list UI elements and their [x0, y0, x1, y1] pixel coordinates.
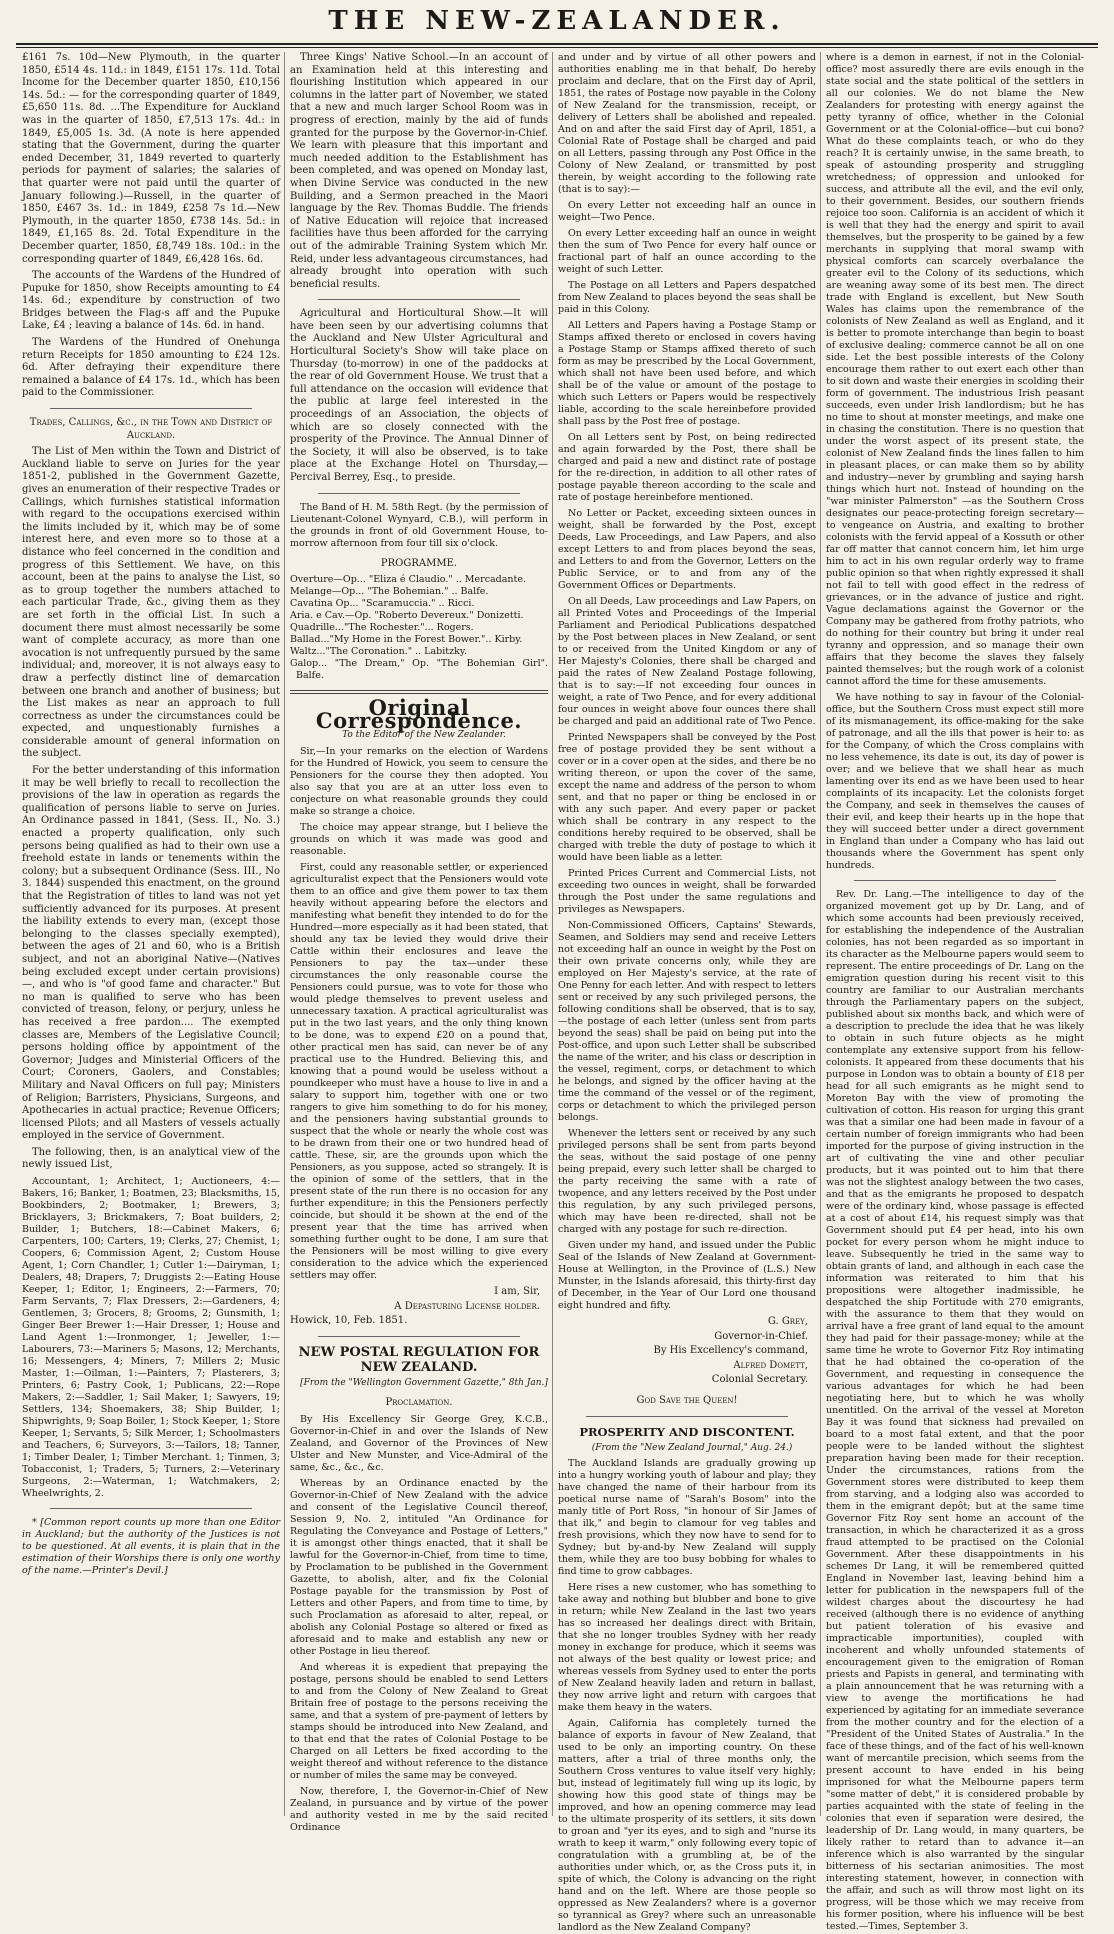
signature-title: Colonial Secretary.	[711, 1374, 808, 1386]
section-heading-prosperity: PROSPERITY AND DISCONTENT.	[579, 1424, 795, 1439]
signature-name: G. Grey,	[767, 1316, 808, 1327]
programme-item: Aria. e Cav.—Op. "Roberto Devereux." Donizetti.	[290, 610, 524, 622]
article-paragraph: Three Kings' Native School.—In an account of an Examination held at this interesting and flourishing Institution which appeared in our columns in the latter part of November, we stated that a new and much larger School Room was in progress of erection, mainly by the aid of funds granted for the purpose by the Governor-in-Chief. We learn with pleasure that this important and much needed addition to the Establishment has been completed, and was opened on Monday last, when Divine Service was conducted in the new Building, and a Sermon preached in the Maori language by the Rev. Thomas Buddle. The friends of Native Education will rejoice that increased facilities have thus been afforded for the carrying out of the admirable Training System which Mr. Reid, under less advantageous circumstances, had already brought into operation with such beneficial results.	[290, 52, 548, 290]
proclamation-heading: Proclamation.	[385, 1397, 453, 1409]
programme-item: Quadrille..."The Rochester."... Rogers.	[290, 622, 474, 634]
article-paragraph: The List of Men within the Town and District of Auckland liable to serve on Juries for the year 1851-2, published in the Government Gazette, gives an enumeration of their respective Trades or Callings, which furnishes statistical information with regard to the occupations exercised within the limits included by it, which may be of some interest here, and even more so to those at a distance who feel concerned in the condition and progress of this Settlement. We have, on this account, been at the pains to analyse the List, so as to group together the numbers attached to each particular Trade, &c., giving them as they are set forth in the official List. In such a document there must almost necessarily be some want of complete accuracy, as more than one avocation is not unfrequently pursued by the same individual; and, moreover, it is not always easy to draw a perfectly distinct line of demarcation between one branch and another of business; but the List makes as near an approach to full correctness as under the circumstances could be expected, and unquestionably furnishes a considerable amount of general information on the subject.	[22, 446, 280, 760]
divider	[50, 408, 252, 409]
article-paragraph: The following, then, is an analytical view of the newly issued List,	[22, 1146, 280, 1171]
article-paragraph: Rev. Dr. Lang.—The intelligence to day of the organized movement got up by Dr. Lang, and of which some accounts had been previously received, for establishing the independence of the Australian colonies, has not been regarded as so important in its character as the Melbourne papers would seem to represent. The entire proceedings of Dr. Lang on the emigration question during his recent visit to this country are familiar to our Australian merchants through the Parliamentary papers on the subject, published about six months back, and which were of a description to preclude the idea that he was likely to obtain in such future objects as he might contemplate any extensive support from his fellow-colonists. It appeared from these documents that his purpose in London was to obtain a bounty of £18 per head for all such emigrants as he might send to Moreton Bay with the view of promoting the cultivation of cotton. His reason for urging this grant was that a similar one had been made in favour of a certain number of foreign immigrants who had been imported for the purpose of giving instruction in the art of cultivating the vine and other peculiar products, but it was pointed out to him that there was not the slightest analogy between the two cases, and that as the emigrants he proposed to despatch were of the ordinary kind, whose passage is effected at a cost of about £14, his request simply was that Government should put £4 per head, into his own pocket for every person whom he might induce to leave. Subsequently he tried in the same way to obtain grants of land, and although in each case the information was reiterated to him that his propositions were altogether inadmissible, he despatched the ship Fortitude with 270 emigrants, with the assurance to them that they would on arrival have a free grant of land equal to the amount they had paid for their passage-money; while at the same time he wrote to Governor Fitz Roy intimating that he had obtained the co-operation of the Government, and requesting in consequence the various advantages for which he had been negotiating here, but to which he was wholly unentitled. On the arrival of the vessel at Moreton Bay it was found that sickness had prevailed on board to a most fatal extent, and that the poor people were to be landed without the slightest preparation having been made for their reception. Under the circumstances, rations from the Government stores were distributed to keep them from starving, and a lodging also was accorded to them in the emigrant depôt; but at the same time Governor Fitz Roy sent home an account of the transaction, in which he characterized it as a gross fraud attempted to be practised on the Colonial Government. After these disappointments in his schemes Dr Lang, it will be remembered quitted England in November last, leaving behind him a letter for publication in the newspapers full of the wildest charges about the discourtesy he had received (although there is no evidence of anything but patient toleration of his evasive and impracticable importunities), coupled with incoherent and wholly unfounded statements of encouragement given to the emigration of Roman priests and Papists in general, and terminating with a plain announcement that he was returning with a view to avenge the mortifications he had experienced by agitating for an immediate severance from the mother country and for the election of a "President of the United States of Australia." In the face of these things, and of the fact of his well-known want of mercantile precision, which seems from the present account to have ended in his being imprisoned for what the Melbourne papers term "some matter of debt," it is considered probable by parties acquainted with the state of feeling in the colonies that even if separation were desired, the leadership of Dr. Lang would, in many quarters, be likely rather to retard than to advance it—an inference which is also warranted by the singular bitterness of his sectarian animosities. The most interesting statement, however, in connection with the affair, and such as will throw most light on its progress, will be those which we may receive from his former position, where his influence will be best tested.—Times, September 3.	[826, 889, 1084, 1932]
letter-signature: A Depasturing License holder.	[394, 1300, 540, 1312]
signature-line: By His Excellency's command,	[653, 1345, 808, 1357]
programme-title: PROGRAMME.	[380, 557, 458, 569]
programme-list	[290, 574, 548, 682]
proclamation-paragraph: Given under my hand, and issued under the Public Seal of the Islands of New Zealand at Government-House at Wellington, in the Province of (L.S.) New Munster, in the Islands aforesaid, this thirty-first day of December, in the Year of Our Lord one thousand eight hundred and fifty.	[558, 1240, 816, 1311]
divider	[318, 493, 520, 494]
section-source: (From the "New Zealand Journal," Aug. 24.)	[591, 1442, 793, 1453]
column-1	[22, 52, 280, 1818]
divider	[586, 1416, 788, 1417]
proclamation-paragraph: By His Excellency Sir George Grey, K.C.B., Governor-in-Chief in and over the Islands of New Zealand, and Governor of the Provinces of New Ulster and New Munster, and Vice-Admiral of the same, &c., &c., &c.	[290, 1413, 548, 1473]
letter-paragraph: First, could any reasonable settler, or experienced agriculturalist expect that the Pensioners would vote them to an office and give them power to tax them heavily without appearing before the electors and manifesting what benefit they intended to do for the Hundred—more especially as it had been stated, that should any tax be levied they would drive their Cattle within their enclosures and leave the Pensioners to pay the tax—under these circumstances the only reasonable course the Pensioners could pursue, was to vote for those who would pledge themselves to prevent useless and unnecessary taxation. A practical agriculturalist was put in the two last years, and the only thing known to be done, was to expend £20 on a pound that, other practical men has said, can never be of any practical use to the Hundred. Believing this, and knowing that a pound would be useless without a poundkeeper who must have a house to live in and a salary to support him, together with one or two rangers to give him something to do for his money, and the pensioners having substantial grounds to suspect that the whole or nearly the whole cost was to be drawn from their one or two hundred head of cattle. These, sir, are the grounds upon which the Pensioners, as you suppose, acted so strangely. It is the opinion of some of the settlers, that in the present state of the run there is no occasion for any further expenditure; in this the Pensioners perfectly coincide, but should it be shown at the end of the present year that the time has arrived when something further ought to be done, I am sure that the Pensioners will be most willing to give every consideration to the advice which the experienced settlers may offer.	[290, 861, 548, 1281]
article-paragraph: The Band of H. M. 58th Regt. (by the permission of Lieutenant-Colonel Wynyard, C.B.), will perform in the grounds in front of old Government House, to-morrow afternoon from four till six o'clock.	[290, 501, 548, 549]
proclamation-paragraph: No Letter or Packet, exceeding sixteen ounces in weight, shall be forwarded by the Post, except Deeds, Law Proceedings, and Law Papers, and also except Letters to and from places beyond the seas, and Letters to and from the Governor, Letters on the Public Service, or to and from any of the Government Offices or Departments.	[558, 508, 816, 591]
proclamation-paragraph: Printed Prices Current and Commercial Lists, not exceeding two ounces in weight, shall be forwarded through the Post under the same regulations and privileges as Newspapers.	[558, 868, 816, 915]
masthead-rule	[16, 43, 1098, 48]
programme-item: Waltz..."The Coronation." .. Labitzky.	[290, 646, 467, 658]
footnote: * [Common report counts up more than one Editor in Auckland; but the authority of the Justices is not to be questioned. At all events, it is plain that in the estimation of their Worships there is only one worthy of the name.—Printer's Devil.]	[22, 1517, 280, 1577]
proclamation-paragraph: And whereas it is expedient that prepaying the postage, persons should be enabled to send Letters to and from the Colony of New Zealand to Great Britain free of postage to the persons receiving the same, and that a system of pre-payment of letters by stamps should be introduced into New Zealand, and to that end that the rates of Colonial Postage to be Charged on all Letters be fixed according to the weight thereof and without reference to the distance or number of miles the same may be conveyed.	[290, 1661, 548, 1781]
proclamation-paragraph: Whenever the letters sent or received by any such privileged persons shall be sent from parts beyond the seas, without the said postage of one penny being prepaid, every such letter shall be charged to the party receiving the same with a rate of twopence, and any letters received by the Post under this regulation, by any such privileged persons, which may have been re-directed, shall not be charged with any postage for such re-direction.	[558, 1128, 816, 1235]
article-paragraph: £161 7s. 10d—New Plymouth, in the quarter 1850, £514 4s. 11d.: in 1849, £151 17s. 11d. Total Income for the December quarter 1850, £10,156 14s. 5d.: — for the corresponding quarter of 1849, £5,650 11s. 8d. ...The Expenditure for Auckland was in the quarter of 1850, £7,513 17s. 4d.: in 1849, £5,005 1s. 3d. (A note is here appended stating that the Government, during the quarter ended December, 31, 1849 reverted to quarterly periods for payment of salaries; the salaries of that quarter were not paid until the quarter of January following.)—Russell, in the quarter of 1850, £467 3s. 1d.: in 1849, £258 7s 1d.—New Plymouth, in the quarter 1850, £738 14s. 5d.: in 1849, £1,165 8s. 2d. Total Expenditure in the December quarter, 1850, £8,749 18s. 10d.: in the corresponding quarter of 1849, £6,428 16s. 6d.	[22, 52, 280, 265]
article-paragraph: Agricultural and Horticultural Show.—It will have been seen by our advertising columns that the Auckland and New Ulster Agricultural and Horticultural Society's Show will take place on Thursday (to-morrow) in one of the paddocks at the rear of old Government House. We trust that a full attendance on the occasion will evidence that the public at large feel interested in the proceedings of an Association, the objects of which are so closely connected with the prosperity of the Province. The Annual Dinner of the Society, it will also be observed, is to take place at the Exchange Hotel on Thursday,—Percival Berrey, Esq., to preside.	[290, 308, 548, 483]
column-rule	[284, 52, 285, 1816]
article-paragraph: Again, California has completely turned the balance of exports in favour of New Zealand, that used to be only an importing country. On these matters, after a trial of three months only, the Southern Cross ventures to value itself very highly; but, instead of legitimately full wing up its logic, by showing how this good state of things may be improved, and how an opening commerce may lead to the ultimate prosperity of its settlers, it sits down to groan and "yer its eyes, and to sigh and "nurse its wrath to keep it warm," only following every topic of congratulation with a grumbling at, be of the authorities under which, or, as the Cross puts it, in spite of which, the Colony is advancing on the right hand and on the left. Where are those people so oppressed as New Zealanders? where is a governor so tyrannical as Grey? where such an unreasonable landlord as the New Zealand Company?	[558, 1718, 816, 1934]
article-paragraph: The Wardens of the Hundred of Onehunga return Receipts for 1850 amounting to £24 12s. 6d. After defraying their expenditure there remained a balance of £4 17s. 1d., which has been paid to the Commissioner.	[22, 337, 280, 399]
divider	[318, 1336, 520, 1337]
proclamation-paragraph: On all Deeds, Law proceedings and Law Papers, on all Printed Votes and Proceedings of the Imperial Parliament and Periodical Publications despatched by the Post between places in New Zealand, or sent to or received from the United Kingdom or any of Her Majesty's Colonies, there shall be charged and paid the rates of New Zealand Postage following, that is to say:—If not exceeding four ounces in weight, a rate of Two Pence, and for every additional four ounces in weight above four ounces there shall be charged and paid an additional rate of Two Pence.	[558, 596, 816, 727]
proclamation-paragraph: All Letters and Papers having a Postage Stamp or Stamps affixed thereto or enclosed in covers having a Postage Stamp or Stamps affixed thereto of such form as may be prescribed by the Local Government, which shall not have been used before, and which shall be of the value or amount of the postage to which such Letters or Papers would be respectively liable, according to the scale hereinbefore provided shall pass by the Post free of postage.	[558, 320, 816, 427]
article-paragraph: The Auckland Islands are gradually growing up into a hungry working youth of labour and play; they have changed the name of their harbour from its poetical nurse name of "Sarah's Bosom" into the manly title of Port Ross, "in honour of Sir James of that ilk," and begin to clamour for veg tables and fresh provisions, which they now have to send for to Sydney; but by-and-by New Zealand will supply them, while they are too busy bobbing for whales to find time to grow cabbages.	[558, 1458, 816, 1578]
proclamation-paragraph: Non-Commissioned Officers, Captains' Stewards, Seamen, and Soldiers may send and receive Letters not exceeding half an ounce in weight by the Post on their own private concerns only, while they are employed on Her Majesty's service, at the rate of One Penny for each letter. And with respect to letters sent or received by any such privileged persons, the following conditions shall be observed, that is to say,—the postage of each letter (unless sent from parts beyond the seas) shall be paid on being put into the Post-office, and upon such Letter shall be subscribed the name of the writer, and his class or description in the vessel, regiment, corps, or detachment to which he belongs, and signed by the officer having at the time the command of the vessel or of the regiment, corps or detachment to which the privileged person belongs.	[558, 920, 816, 1123]
proclamation-paragraph: The Postage on all Letters and Papers despatched from New Zealand to places beyond the seas shall be paid in this Colony.	[558, 280, 816, 315]
proclamation-paragraph: Whereas by an Ordinance enacted by the Governor-in-Chief of New Zealand with the advice and consent of the Legislative Council thereof, Session 9, No. 2, intituled "An Ordinance for Regulating the Conveyance and Postage of Letters," it is amongst other things enacted, that it shall be lawful for the Governor-in-Chief, from time to time, by Proclamation to be published in the Government Gazette, to abolish, alter, and fix the Colonial Postage payable for the transmission by Post of Letters and other Papers, and from time to time, by such Proclamation as aforesaid to alter, repeal, or abolish any Colonial Postage so altered or fixed as aforesaid and to make and establish any new or other Postage in lieu thereof.	[290, 1477, 548, 1657]
letter-paragraph: Sir,—In your remarks on the election of Wardens for the Hundred of Howick, you seem to censure the Pensioners for the course they then adopted. You also say that you are at an utter loss even to conjecture on what reasonable grounds they could make so strange a choice.	[290, 745, 548, 817]
column-rule	[552, 52, 553, 1816]
programme-item: Cavatina Op... "Scaramuccia." .. Ricci.	[290, 598, 475, 610]
masthead: THE NEW-ZEALANDER.	[328, 6, 786, 36]
article-paragraph: Here rises a new customer, who has something to take away and nothing but blubber and bone to give in return; while New Zealand in the last two years has so increased her dealings direct with Britain, that she no longer troubles Sydney with her ready money in exchange for produce, which it seems was not always of the best quality or lowest price; and whereas vessels from Sydney used to enter the ports of New Zealand heavily laden and return in ballast, they now arrive light and return with cargoes that make them heavy in the waters.	[558, 1582, 816, 1714]
column-rule	[820, 52, 821, 1816]
letter-paragraph: The choice may appear strange, but I believe the grounds on which it was made was good and reasonable.	[290, 821, 548, 857]
divider	[318, 299, 520, 300]
article-paragraph: where is a demon in earnest, if not in the Colonial-office? most assuredly there are evils enough in the state social and the state political of the settlers in all our colonies. We do not blame the New Zealanders for protesting with energy against the petty tyranny of office, whether in the Colonial Government or at the Colonial-office—but cui bono? What do these complaints teach, or who do they reach? It is certainly unwise, in the same breath, to speak of astounding prosperity and struggling wretchedness; of oppression and unlooked for success, and attribute all the evil, and the evil only, to their government. Besides, our southern friends rejoice too soon. California is an accident of which it is well that they had the energy and spirit to avail themselves, but the prosperity to be gained by a few merchants in supplying that moral swamp with physical comforts can scarcely overbalance the greater evil to the Colony of its seductions, which are weaning away some of its best men. The direct trade with England is excellent, but New South Wales has claims upon the remembrance of the colonists of New Zealand as well as England, and it is better to promote interchange than begin to boast of exclusive dealing; commerce cannot be all on one side. Let the best possible interests of the Colony encourage them rather to out exert each other than to sit down and waste their energies in scolding their form of government. The industrious Irish peasant succeeds, even under Irish landlordism; but he has no time to shout at monster meetings, and make one in chasing the constitution. There is no question that under the worst aspect of its present state, the colonist of New Zealand finds the lines fallen to him in pleasant places, or can make them so by ability and industry—never by grumbling and saying harsh things which hurt not. Instead of hounding on the "war minister Palmerston" —as the Southern Cross designates our peace-protecting foreign secretary—to vengeance on Austria, and exalting to brother colonists with the fervid appeal of a Kossuth or other far off matter that cannot concern him, let him urge him to act in his own regular orderly way to frame public opinion so that when rightly expressed it shall not fail to tell with good effect in the redress of grievances, or in the advance of justice and right. Vague declamations against the Governor or the Company may be gathered from frothy patriots, who do nothing for their country but bring it under real tyranny and oppression, and so manage their own affairs that they become the slaves they falsely painted themselves; but the rough work of a colonist cannot afford the time for these amusements.	[826, 52, 1084, 687]
proclamation-paragraph: On every Letter exceeding half an ounce in weight then the sum of Two Pence for every half ounce or fractional part of half an ounce according to the weight of such Letter.	[558, 228, 816, 275]
divider	[854, 880, 1056, 881]
trades-list: Accountant, 1; Architect, 1; Auctioneers, 4:—Bakers, 16; Banker, 1; Boatmen, 23; Blacksmiths, 15, Bookbinders, 2; Bootmaker, 1; Brewers, 3; Bricklayers, 3; Brickmakers, 7; Boat builders, 2; Builder, 1; Butchers, 18:—Cabinet Makers, 6; Carpenters, 100; Carters, 19; Clerks, 27; Chemist, 1; Coopers, 6; Commission Agent, 2; Custom House Agent, 1; Corn Chandler, 1; Cutler 1:—Dairyman, 1; Dealers, 48; Drapers, 7; Druggists 2:—Eating House Keeper, 1; Editor, 1; Engineers, 2:—Farmers, 70; Farm Servants, 7; Flax Dressers, 2:—Gardeners, 4; Gentlemen, 3; Grocers, 8; Grooms, 2; Gunsmith, 1; Ginger Beer Brewer 1:—Hair Dresser, 1; House and Land Agent 1:—Ironmonger, 1; Jeweller, 1:—Labourers, 73:—Mariners 5; Masons, 12; Merchants, 16; Messengers, 4; Miners, 7; Millers 2; Music Master, 1:—Oilman, 1:—Painters, 7; Plasterers, 3; Printers, 6; Pastry Cook, 1; Publicans, 22:—Rope Makers, 2:—Saddler, 1; Sail Maker, 1; Sawyers, 19; Settlers, 134; Shoemakers, 38; Ship Builder, 1; Shipwrights, 9; Soap Boiler, 1; Stock Keeper, 1; Store Keeper, 1; Servants, 5; Silk Mercer, 1; Schoolmasters and Teachers, 6; Surveyors, 3:—Tailors, 18; Tanner, 1; Timber Dealer, 1; Timber Merchant. 1; Tinmen, 3; Tobacconist, 1; Traders, 5; Turners, 2:—Veterinary Surgeons, 2:—Waterman, 1; Watchmakers, 2; Wheelwrights, 2.	[22, 1176, 280, 1500]
proclamation-paragraph: On every Letter not exceeding half an ounce in weight—Two Pence.	[558, 200, 816, 223]
column-4	[826, 52, 1084, 1932]
section-title-correspondence: Original Correspondence.	[315, 695, 523, 733]
double-rule	[290, 690, 548, 694]
divider	[50, 1508, 252, 1509]
section-source: [From the "Wellington Government Gazette," 8th Jan.]	[300, 1377, 548, 1388]
proclamation-paragraph: Now, therefore, I, the Governor-in-Chief of New Zealand, in pursuance and by virtue of the power and authority vested in me by the said recited Ordinance	[290, 1785, 548, 1833]
section-heading-postal: NEW POSTAL REGULATION FOR NEW ZEALAND.	[298, 1344, 540, 1375]
proclamation-paragraph: Printed Newspapers shall be conveyed by the Post free of postage provided they be sent without a cover or in a cover open at the sides, and there be no writing thereon, or upon the cover of the same, except the name and address of the person to whom sent, and that no paper or thing be enclosed in or with any such paper. And every paper or packet which shall be contrary in any respect to the conditions hereby required to be observed, shall be charged with treble the duty of postage to which it would have been liable as a letter.	[558, 732, 816, 863]
letter-dateline: Howick, 10, Feb. 1851.	[290, 1315, 408, 1327]
signature-name: Alfred Domett,	[733, 1359, 808, 1371]
programme-item: Ballad..."My Home in the Forest Bower.".. Kirby.	[290, 634, 523, 646]
article-paragraph: We have nothing to say in favour of the Colonial-office, but the Southern Cross must expect still more of its mismanagement, its office-making for the sake of patronage, and all the ills that power is heir to: as for the Company, of which the Cross complains with no less vehemence, its date is out, its day of power is over; and we believe that we shall hear as much lamenting over its end as we have been used to hear complaints of its incapacity. Let the colonists forget the Company, and seek in themselves the causes of their evil, and keep their hearts up in the hope that they will succeed better under a direct government in England than under a Company who has laid out thousands where the Government has spent only hundreds.	[826, 692, 1084, 871]
section-subtitle: To the Editor of the New Zealander.	[342, 730, 506, 741]
programme-item: Melange—Op... "The Bohemian." .. Balfe.	[290, 586, 489, 598]
letter-signoff: I am, Sir,	[494, 1285, 540, 1297]
column-2	[290, 52, 548, 1833]
programme-item: Galop... "The Dream," Op. "The Bohemian Girl". Balfe.	[290, 658, 548, 682]
signature-title: Governor-in-Chief.	[714, 1330, 808, 1342]
proclamation-paragraph: On all Letters sent by Post, on being redirected and again forwarded by the Post, there shall be charged and paid a new and distinct rate of postage for the re-direction, in addition to all other rates of postage payable thereon according to the scale and rate of postage hereinbefore mentioned.	[558, 432, 816, 503]
column-3	[558, 52, 816, 1934]
closing-line: God Save the Queen!	[636, 1394, 738, 1406]
article-paragraph: The accounts of the Wardens of the Hundred of Pupuke for 1850, show Receipts amounting to £4 14s. 6d.; expenditure by construction of two Bridges between the Flag-s aff and the Pupuke Lake, £4 ; leaving a balance of 14s. 6d. in hand.	[22, 270, 280, 332]
article-paragraph: For the better understanding of this information it may be well briefly to recall to recollection the provisions of the law in operation as regards the qualification of persons liable to serve on Juries. An Ordinance passed in 1841, (Sess. II., No. 3.) enacted a property qualification, only such persons being qualified as had to their own use a freehold estate in lands or tenements within the colony; but a subsequent Ordinance (Sess. III., No 3. 1844) suspended this enactment, on the ground that the Registration of titles to land was not yet sufficiently advanced for its purposes. At present the liability extends to every man, (except those belonging to the classes specially exempted), between the ages of 21 and 60, who is a British subject, and not an aboriginal Native—(Natives being excluded except under certain provisions)—, and who is "of good fame and character." But no man is qualified to serve who has been convicted of treason, felony, or perjury, unless he has received a free pardon.... The exempted classes are, Members of the Legislative Council; persons holding office by appointment of the Governor; Judges and Ministerial Officers of the Court; Coroners, Gaolers, and Constables; Military and Naval Officers on full pay; Ministers of Religion; Barristers, Physicians, Surgeons, and Apothecaries in actual practice; Revenue Officers; licensed Pilots; and all Masters of vessels actually employed in the service of Government.	[22, 765, 280, 1142]
section-heading: Trades, Callings, &c., in the Town and District of Auckland.	[29, 417, 273, 441]
proclamation-paragraph: and under and by virtue of all other powers and authorities enabling me in that behalf, Do hereby proclaim and declare, that on the First day of April, 1851, the rates of Postage now payable in the Colony of New Zealand for the transmission, receipt, or delivery of Letters shall be abolished and repealed. And on and after the said First day of April, 1851, a Colonial Rate of Postage shall be charged and paid on all Letters, passing through any Post Office in the Colony of New Zealand, or transmitted by post therein, by weight according to the following rate (that is to say):—	[558, 52, 816, 195]
programme-item: Overture—Op... "Eliza é Claudio." .. Mercadante.	[290, 574, 527, 586]
